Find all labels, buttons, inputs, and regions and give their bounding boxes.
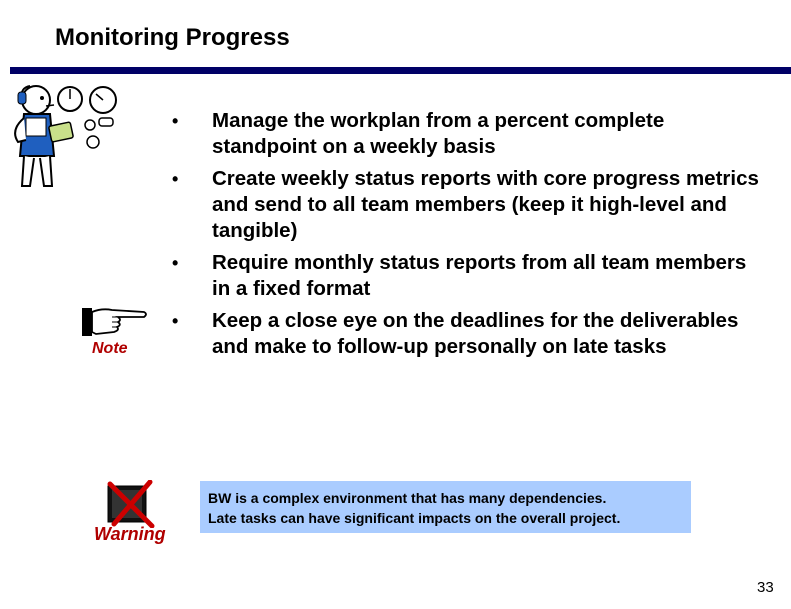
page-number: 33 — [757, 579, 774, 596]
bullet-dot: • — [172, 111, 179, 131]
list-item — [172, 250, 772, 302]
callout-line-2: Late tasks can have significant impacts on the overall project. — [208, 510, 621, 526]
bullet-text: Require monthly status reports from all team members in a fixed format — [212, 251, 747, 300]
slide-title: Monitoring Progress — [55, 24, 290, 51]
pointing-hand-icon — [82, 302, 150, 340]
warning-callout-box — [200, 481, 691, 533]
bullet-text: Manage the workplan from a percent complete standpoint on a weekly basis — [212, 109, 665, 158]
person-gauges-icon — [6, 78, 118, 190]
bullet-text: Keep a close eye on the deadlines for the deliverables and make to follow-up personally on late tasks — [212, 309, 739, 358]
bullet-dot: • — [172, 169, 179, 189]
bullet-list — [172, 108, 772, 366]
note-label: Note — [92, 340, 128, 357]
list-item — [172, 166, 772, 244]
title-rule — [10, 67, 791, 74]
warning-x-icon — [104, 480, 164, 528]
list-item — [172, 108, 772, 160]
bullet-dot: • — [172, 311, 179, 331]
bullet-dot: • — [172, 253, 179, 273]
callout-line-1: BW is a complex environment that has many dependencies. — [208, 490, 607, 506]
list-item — [172, 308, 772, 360]
warning-label: Warning — [94, 524, 166, 544]
bullet-text: Create weekly status reports with core progress metrics and send to all team members (keep it high-level and tangible) — [212, 167, 759, 242]
